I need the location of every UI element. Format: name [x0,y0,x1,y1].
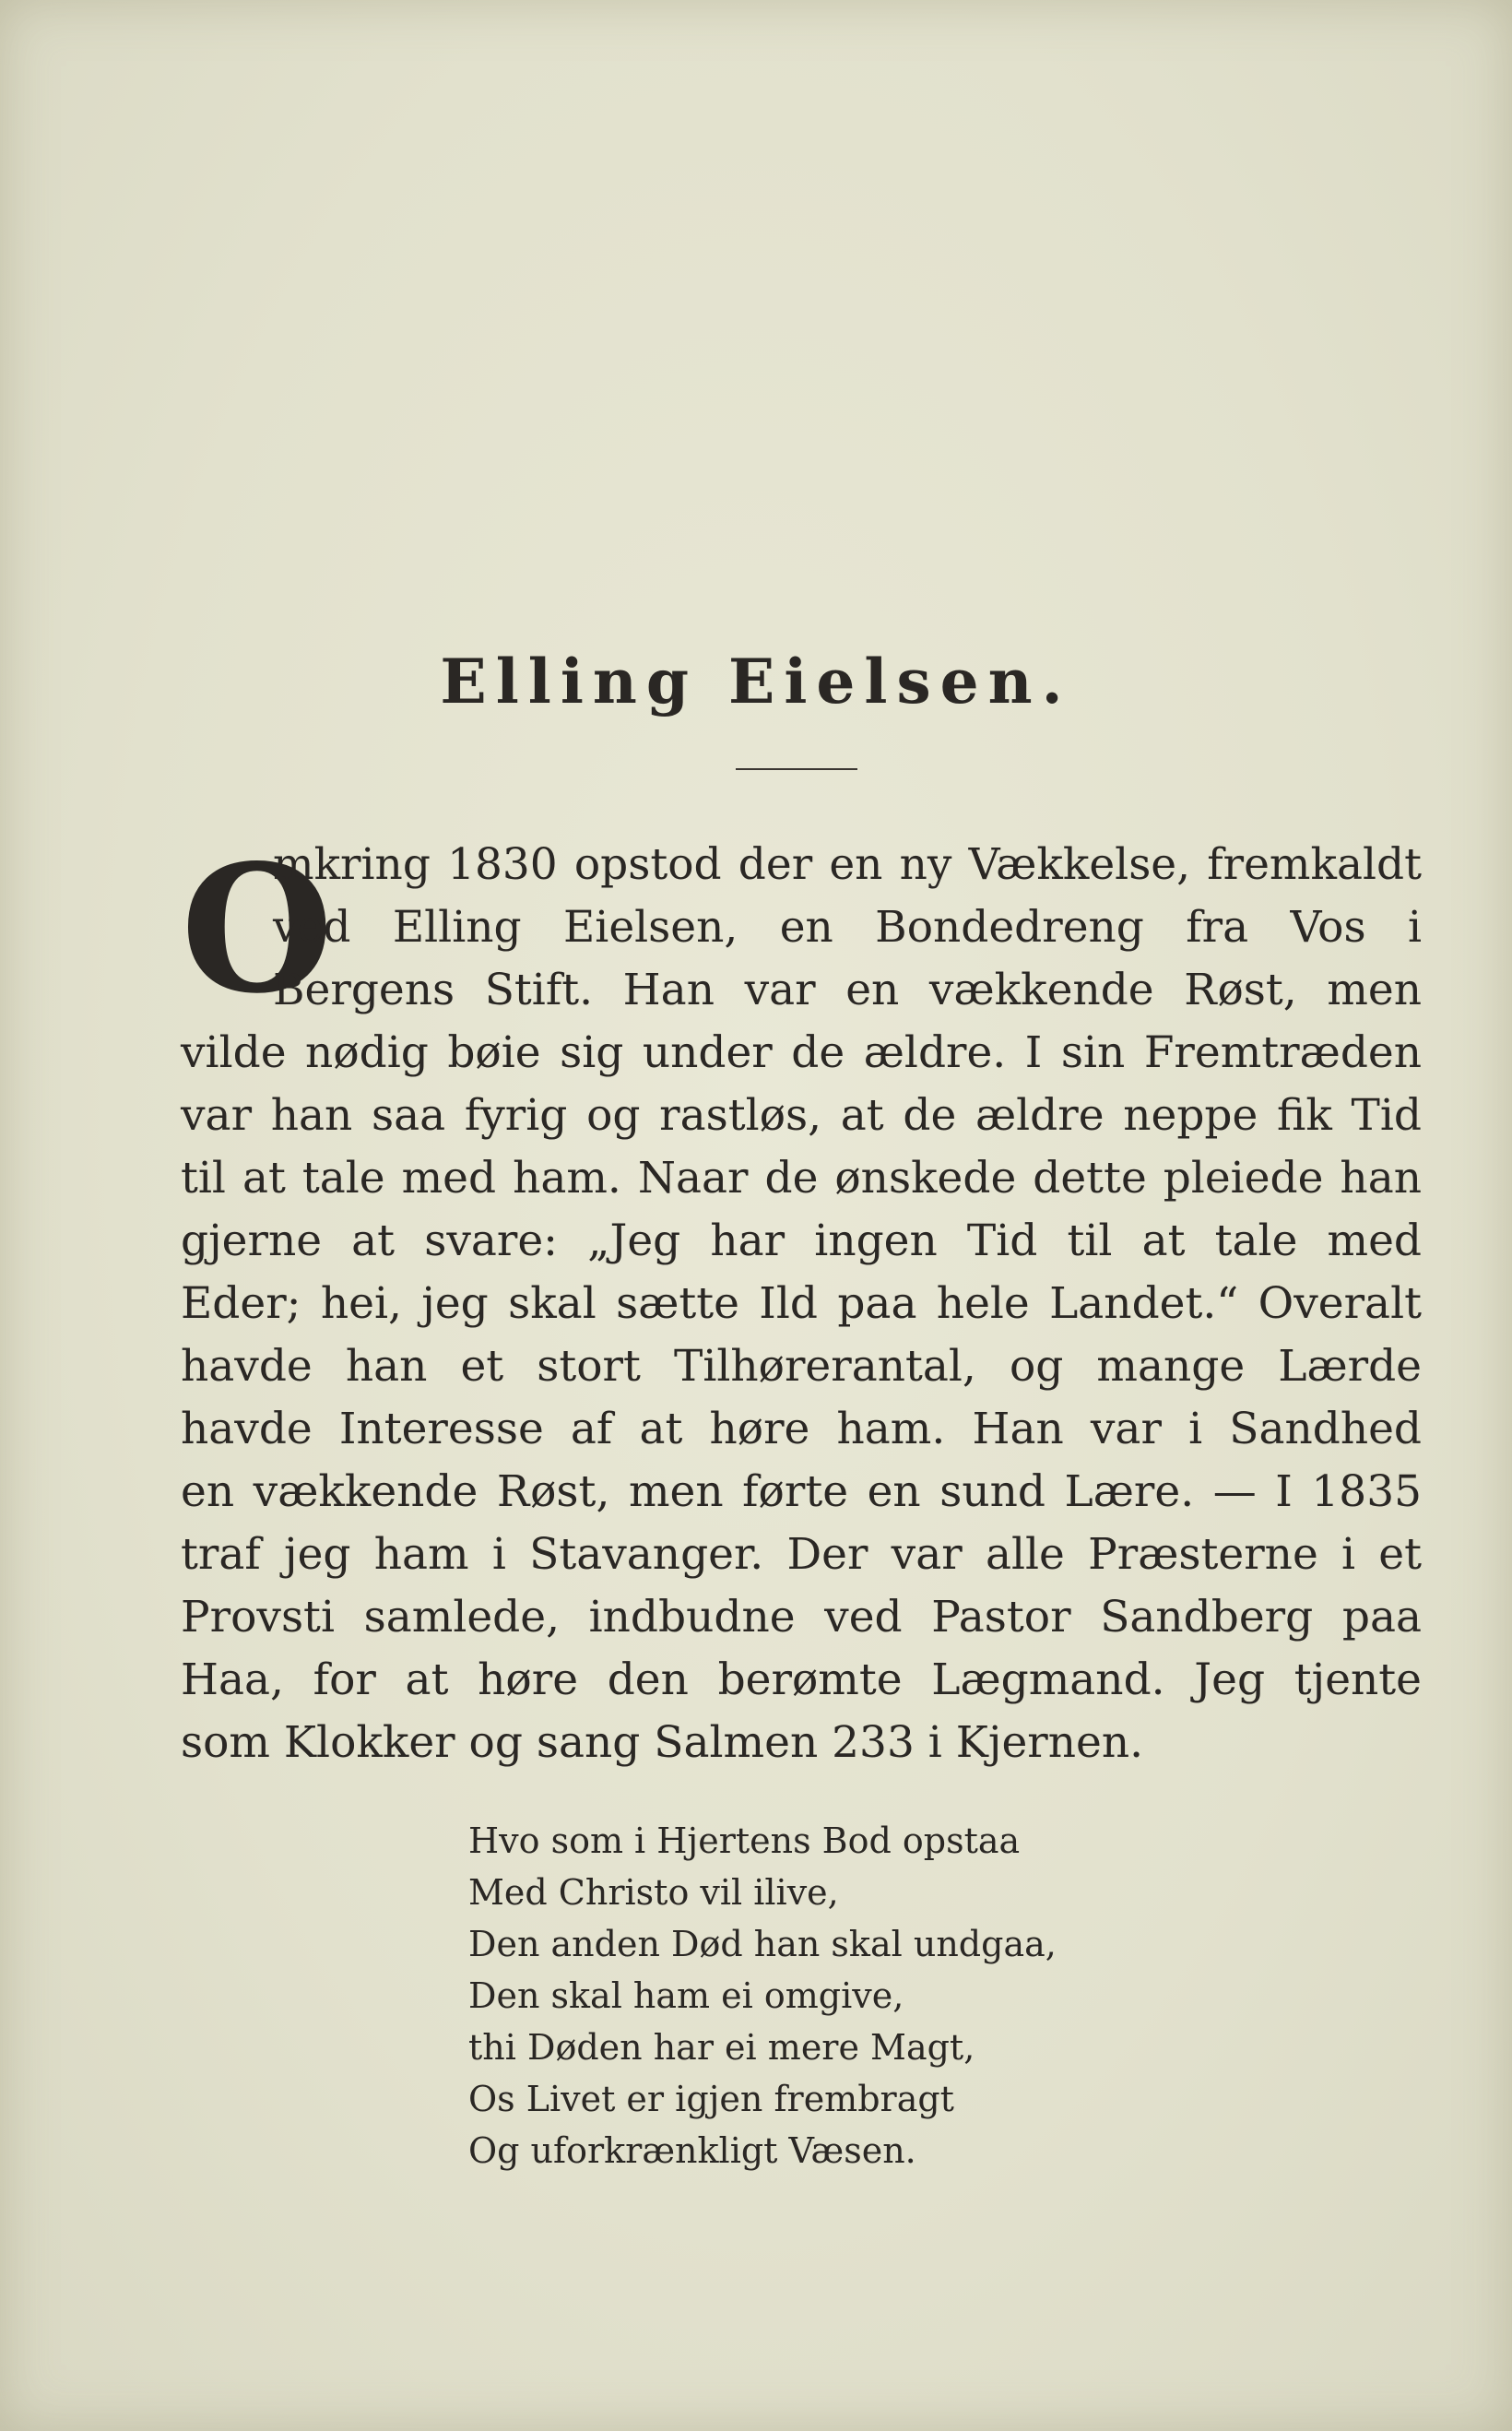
paragraph-line: Bergens Stift. Han var en vækkende Røst, men [273,965,1422,1015]
verse-line: Hvo som i Hjertens Bod opstaa [468,1820,1021,1861]
paragraph-line: til at tale med ham. Naar de ønskede dette pleiede han [181,1153,1422,1204]
paragraph-line: mkring 1830 opstod der en ny Vækkelse, fremkaldt [273,839,1422,890]
paragraph-line: Eder; hei, jeg skal sætte Ild paa hele Landet.“ Overalt [181,1278,1422,1329]
drop-cap: O [181,826,334,1032]
paragraph-line: Haa, for at høre den berømte Lægmand. Jeg tjente [181,1654,1422,1705]
title-divider [736,768,857,770]
paragraph-line: havde han et stort Tilhørerantal, og mange Lærde [181,1341,1422,1392]
paragraph-line: en vækkende Røst, men førte en sund Lære. — I 1835 [181,1466,1422,1517]
paragraph-line: Provsti samlede, indbudne ved Pastor Sandberg paa [181,1592,1422,1642]
paragraph-line: var han saa fyrig og rastløs, at de ældre neppe fik Tid [181,1090,1422,1141]
verse-line: Den skal ham ei omgive, [468,1975,904,2016]
verse-line: Os Livet er igjen frembragt [468,2079,954,2119]
paragraph-line: traf jeg ham i Stavanger. Der var alle Præsterne i et [181,1529,1422,1580]
verse-line: Og uforkrænkligt Væsen. [468,2130,916,2171]
paragraph-line: havde Interesse af at høre ham. Han var i Sandhed [181,1404,1422,1454]
paragraph-line: ved Elling Eielsen, en Bondedreng fra Vos i [273,902,1422,953]
verse-line: thi Døden har ei mere Magt, [468,2027,975,2068]
chapter-title: Elling Eielsen. [440,646,1072,717]
verse-line: Med Christo vil ilive, [468,1872,839,1913]
verse-line: Den anden Død han skal undgaa, [468,1924,1057,1964]
paragraph-line: gjerne at svare: „Jeg har ingen Tid til at tale med [181,1216,1422,1266]
paragraph-line: som Klokker og sang Salmen 233 i Kjernen. [181,1717,1144,1768]
paragraph-line: vilde nødig bøie sig under de ældre. I sin Fremtræden [181,1027,1422,1078]
